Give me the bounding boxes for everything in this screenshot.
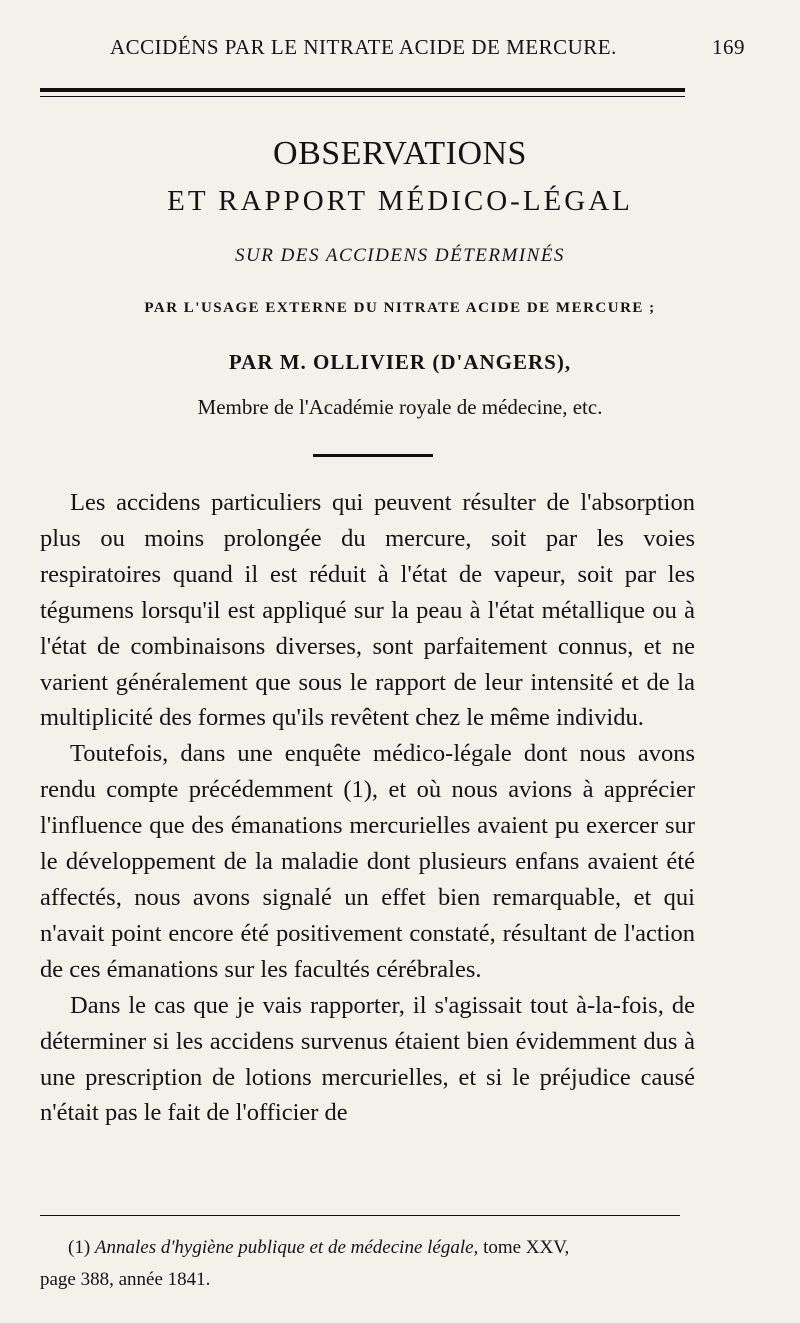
page-number: 169 (712, 35, 745, 59)
footnote-source: Annales d'hygiène publique et de médecine légale, (94, 1237, 479, 1258)
running-head-title: ACCIDÉNS PAR LE NITRATE ACIDE DE MERCURE. (110, 35, 617, 59)
footnote-line-1 (40, 1232, 695, 1264)
heading-rapport: ET RAPPORT MÉDICO-LÉGAL (167, 185, 633, 217)
footnote-volume: tome XXV, (478, 1237, 570, 1258)
section-divider (313, 454, 433, 457)
paragraph-3: Dans le cas que je vais rapporter, il s'agissait tout à-la-fois, de déterminer si les accidens survenus étaient bien évidemment dus à une prescription de lotions mercurielles, et si le préjudice causé n'était pas le fait de l'officier de (40, 991, 695, 1127)
footnote (40, 1232, 695, 1296)
footnote-rule (40, 1215, 680, 1216)
footnote-line-2: page 388, année 1841. (40, 1269, 211, 1290)
heading-observations: OBSERVATIONS (273, 135, 527, 172)
header-rule (40, 88, 685, 97)
footnote-marker: (1) (68, 1237, 91, 1258)
body-text (40, 485, 695, 1131)
paragraph-2: Toutefois, dans une enquête médico-légale dont nous avons rendu compte précédemment (1), et où nous avions à apprécier l'influence que des émanations mercurielles avaient pu exercer sur le développement de la maladie dont plusieurs enfans avaient été affectés, nous avons signalé un effet bien remarquable, et qui n'avait point encore été positivement constaté, résultant de l'action de ces émanations sur les facultés cérébrales. (40, 740, 695, 983)
paragraph-1: Les accidens particuliers qui peuvent résulter de l'absorption plus ou moins prolongée du mercure, soit par les voies respiratoires quand il est réduit à l'état de vapeur, soit par les tégumens lorsqu'il est appliqué sur la peau à l'état métallique ou à l'état de combinaisons diverses, sont parfaitement connus, et ne varient généralement que sous le rapport de leur intensité et de la multiplicité des formes qu'ils revêtent chez le même individu. (40, 489, 695, 732)
heading-par-usage: PAR L'USAGE EXTERNE DU NITRATE ACIDE DE MERCURE ; (144, 300, 656, 316)
heading-sur: SUR DES ACCIDENS DÉTERMINÉS (235, 245, 565, 266)
running-head (40, 35, 745, 60)
heading-author: PAR M. OLLIVIER (D'ANGERS), (228, 350, 572, 374)
heading-membership: Membre de l'Académie royale de médecine, etc. (197, 395, 603, 419)
